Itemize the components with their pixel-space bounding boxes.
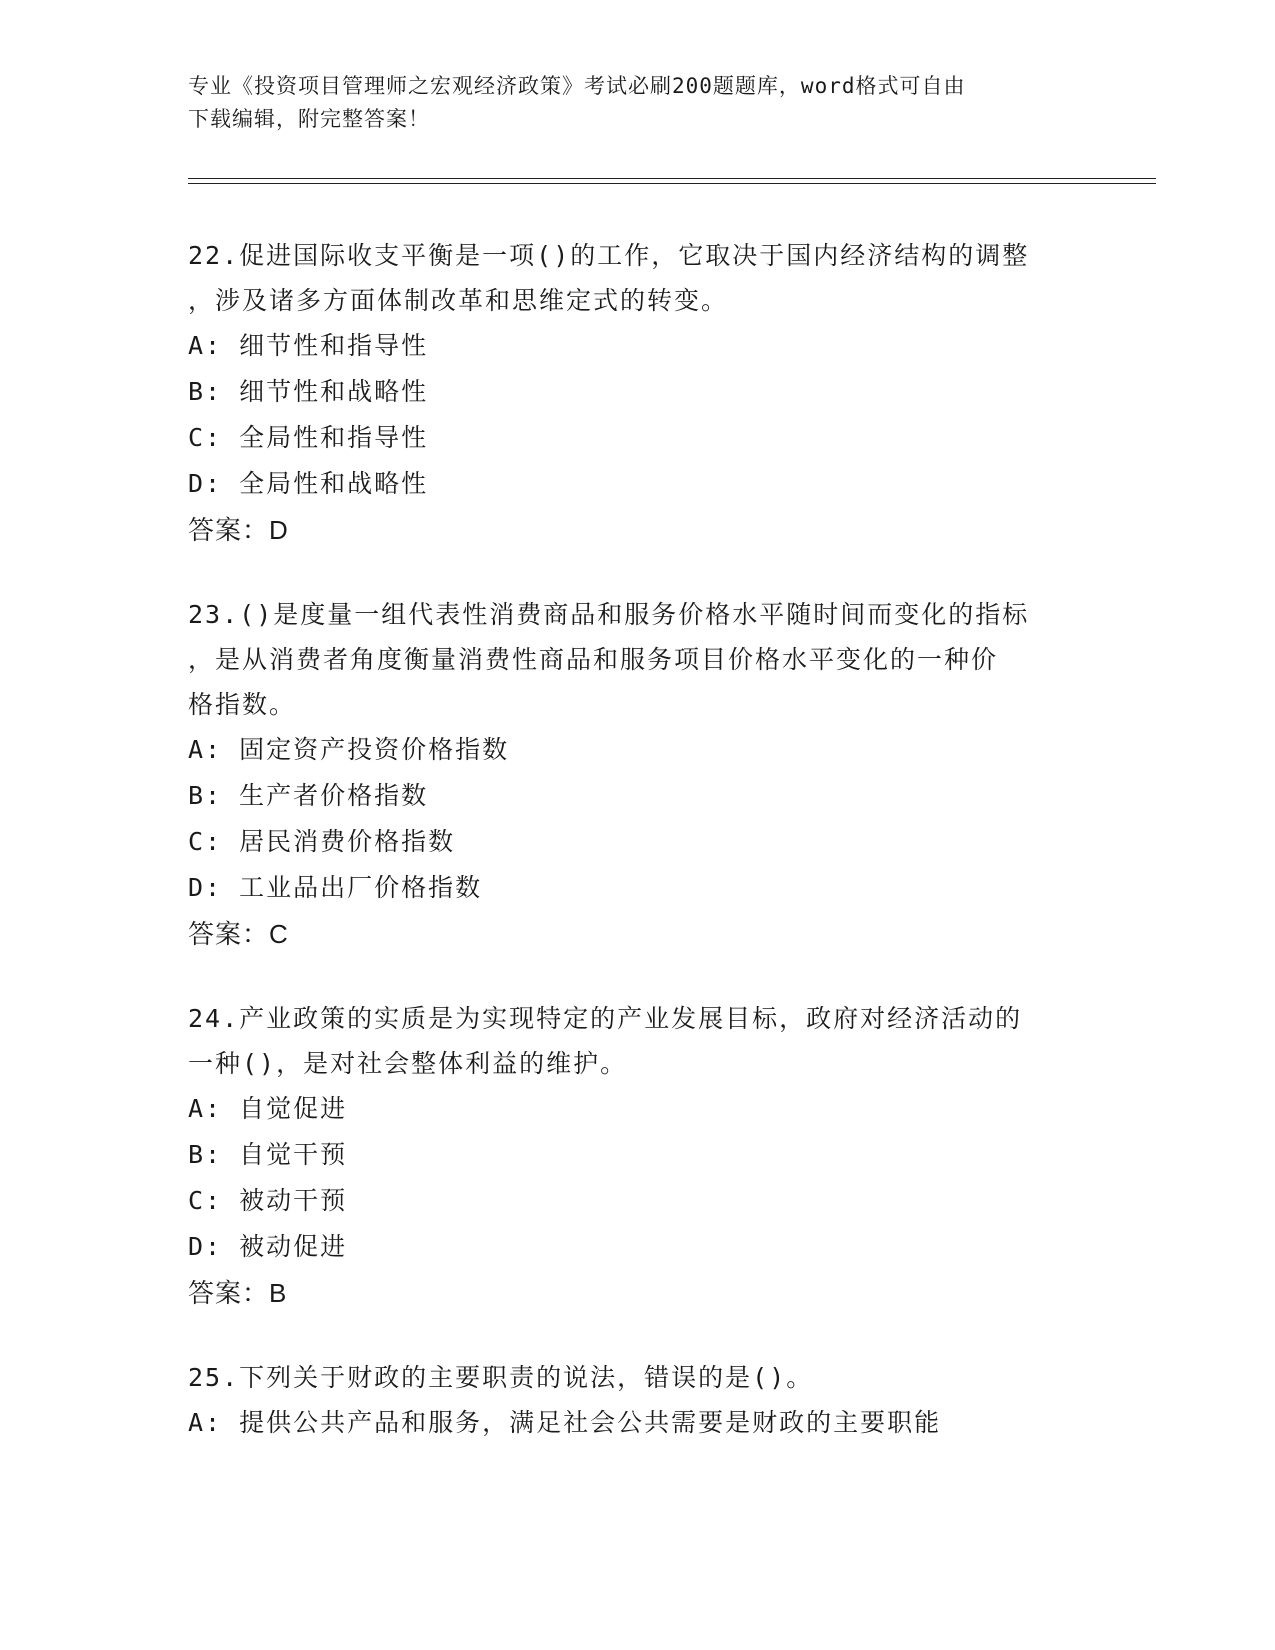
stem-line: 22.促进国际收支平衡是一项()的工作，它取决于国内经济结构的调整 [188,241,1030,270]
stem-line: ，涉及诸多方面体制改革和思维定式的转变。 [188,286,729,315]
question-24 [188,996,1088,1316]
stem-line: 23.()是度量一组代表性消费商品和服务价格水平随时间而变化的指标 [188,600,1030,629]
question-stem [188,233,1088,323]
option-d: D: 工业品出厂价格指数 [188,873,483,902]
option-b: B: 自觉干预 [188,1140,348,1169]
stem-line: ，是从消费者角度衡量消费性商品和服务项目价格水平变化的一种价 [188,645,999,674]
question-23 [188,592,1088,957]
answer-label: 答案：B [188,1278,288,1308]
option-d: D: 被动促进 [188,1232,348,1261]
header-divider-bottom [188,183,1156,184]
question-stem [188,592,1088,727]
option-a: A: 固定资产投资价格指数 [188,735,510,764]
document-header [188,70,1088,136]
option-a: A: 自觉促进 [188,1094,348,1123]
stem-line: 25.下列关于财政的主要职责的说法，错误的是()。 [188,1363,814,1392]
question-22 [188,233,1088,553]
question-stem [188,996,1088,1086]
question-list [188,233,1088,1485]
header-divider-top [188,178,1156,179]
stem-line: 格指数。 [188,690,297,719]
option-c: C: 全局性和指导性 [188,423,429,452]
option-c: C: 居民消费价格指数 [188,827,456,856]
option-a: A: 细节性和指导性 [188,331,429,360]
header-line-1: 专业《投资项目管理师之宏观经济政策》考试必刷200题题库，word格式可自由 [188,74,966,98]
stem-line: 24.产业政策的实质是为实现特定的产业发展目标，政府对经济活动的 [188,1004,1023,1033]
option-c: C: 被动干预 [188,1186,348,1215]
option-b: B: 生产者价格指数 [188,781,429,810]
header-line-2: 下载编辑，附完整答案！ [188,107,430,131]
option-b: B: 细节性和战略性 [188,377,429,406]
stem-line: 一种()，是对社会整体利益的维护。 [188,1049,628,1078]
question-25 [188,1355,1088,1446]
option-a: A: 提供公共产品和服务，满足社会公共需要是财政的主要职能 [188,1408,942,1437]
answer-label: 答案：D [188,515,289,545]
option-d: D: 全局性和战略性 [188,469,429,498]
question-stem [188,1355,1088,1400]
answer-label: 答案：C [188,919,289,949]
